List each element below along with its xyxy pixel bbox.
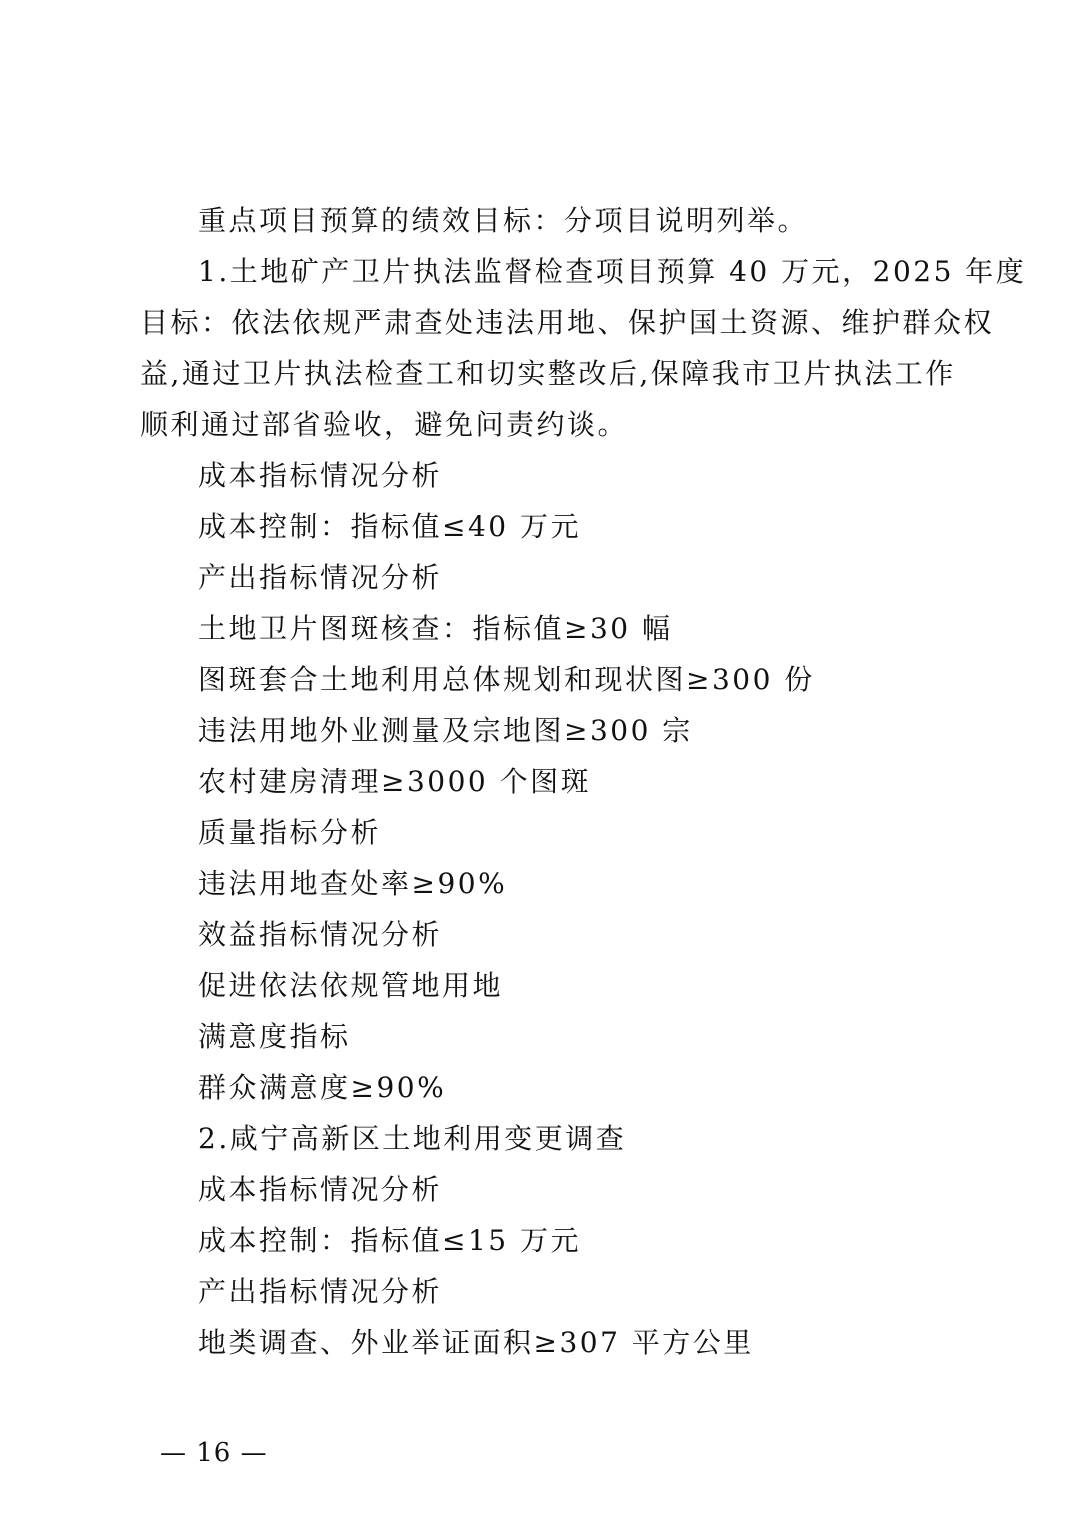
indicator-item: 成本控制：指标值≤40 万元 (198, 510, 581, 543)
section-heading: 质量指标分析 (198, 816, 382, 849)
indicator-item: 土地卫片图斑核查：指标值≥30 幅 (198, 612, 673, 645)
indicator-item: 图斑套合土地利用总体规划和现状图≥300 份 (198, 663, 815, 696)
indicator-item: 农村建房清理≥3000 个图斑 (198, 765, 592, 798)
indicator-item: 成本控制：指标值≤15 万元 (198, 1224, 581, 1257)
project-1-goal-line: 益,通过卫片执法检查工和切实整改后,保障我市卫片执法工作 (140, 357, 956, 390)
project-1-goal-line: 顺利通过部省验收，避免问责约谈。 (140, 408, 629, 441)
indicator-item: 违法用地外业测量及宗地图≥300 宗 (198, 714, 693, 747)
project-2-heading: 2.咸宁高新区土地利用变更调查 (198, 1122, 627, 1155)
intro-line: 重点项目预算的绩效目标：分项目说明列举。 (198, 204, 809, 237)
indicator-item: 群众满意度≥90% (198, 1071, 447, 1104)
section-heading: 效益指标情况分析 (198, 918, 443, 951)
indicator-item: 地类调查、外业举证面积≥307 平方公里 (198, 1326, 754, 1359)
section-heading: 满意度指标 (198, 1020, 351, 1053)
document-body (140, 195, 1027, 1368)
project-1-goal-line: 目标：依法依规严肃查处违法用地、保护国土资源、维护群众权 (140, 306, 995, 339)
indicator-item: 促进依法依规管地用地 (198, 969, 504, 1002)
section-heading: 成本指标情况分析 (198, 1173, 443, 1206)
section-heading: 产出指标情况分析 (198, 1275, 443, 1308)
page-number: — 16 — (160, 1438, 268, 1468)
indicator-item: 违法用地查处率≥90% (198, 867, 508, 900)
section-heading: 成本指标情况分析 (198, 459, 443, 492)
project-1-heading: 1.土地矿产卫片执法监督检查项目预算 40 万元，2025 年度 (198, 255, 1027, 288)
section-heading: 产出指标情况分析 (198, 561, 443, 594)
